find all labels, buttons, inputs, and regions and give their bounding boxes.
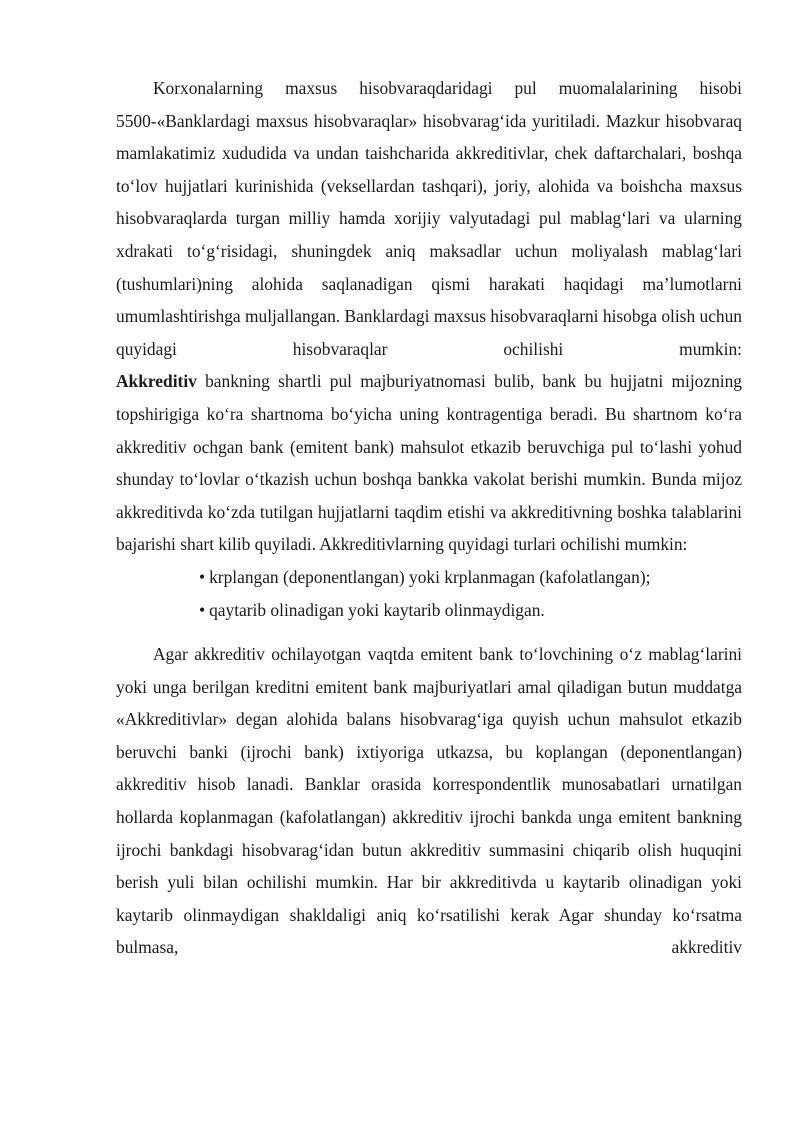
paragraph-letter-of-credit-text: bankning shartli pul majburiyatnomasi bulib, bank bu hujjatni mijozning topshirigiga ko‘ra shartnoma bo‘yicha uning kontragentiga beradi. Bu shartnom ko‘ra akkreditiv ochgan bank (emitent bank) mahsulot etkazib beruvchiga pul to‘lashi yohud shunday to‘lovlar o‘tkazish uchun boshqa bankka vakolat berishi mumkin. Bunda mijoz akkreditivda ko‘zda tutilgan hujjatlarni taqdim etishi va akkreditivning boshka talablarini bajarishi shart kilib quyiladi. Akkreditivlarning quyidagi turlari ochilishi mumkin:	[116, 371, 742, 555]
credit-types-list	[116, 561, 742, 626]
paragraph-special-accounts: Korxonalarning maxsus hisobvaraqdaridagi pul muomalalarining hisobi 5500-«Banklardagi maxsus hisobvaraqlar» hisobvarag‘ida yuritiladi. Mazkur hisobvaraq mamlakatimiz xududida va undan taishcharida akkreditivlar, chek daftarchalari, boshqa to‘lov hujjatlari kurinishida (veksellardan tashqari), joriy, alohida va boishcha maxsus hisobvaraqlarda turgan milliy hamda xorijiy valyutadagi pul mablag‘lari va ularning xdrakati to‘g‘risidagi, shuningdek aniq maksadlar uchun moliyalash mablag‘lari (tushumlari)ning alohida saqlanadigan qismi harakati haqidagi ma’lumotlarni umumlashtirishga muljallangan. Banklardagi maxsus hisobvaraqlarni hisobga olish uchun quyidagi hisobvaraqlar ochilishi mumkin:	[116, 78, 742, 359]
paragraph-covered-credit: Agar akkreditiv ochilayotgan vaqtda emitent bank to‘lovchining o‘z mablag‘larini yoki unga berilgan kreditni emitent bank majburiyatlari amal qiladigan butun muddatga «Akkreditivlar» degan alohida balans hisobvarag‘iga quyish uchun mahsulot etkazib beruvchi banki (ijrochi bank) ixtiyoriga utkazsa, bu koplangan (deponentlangan) akkreditiv hisob lanadi. Banklar orasida korrespondentlik munosabatlari urnatilgan hollarda koplanmagan (kafolatlangan) akkreditiv ijrochi bankda unga emitent bankning ijrochi bankdagi hisobvarag‘idan butun akkreditiv summasini chiqarib olish huquqini berish yuli bilan ochilishi mumkin. Har bir akkreditivda u kaytarib olinadigan yoki kaytarib olinmaydigan shakldaligi aniq ko‘rsatilishi kerak Agar shunday ko‘rsatma bulmasa, akkreditiv	[116, 644, 742, 958]
term-akkreditiv: Akkreditiv	[116, 371, 197, 392]
list-item-text: krplangan (deponentlangan) yoki krplanmagan (kafolatlangan);	[209, 566, 651, 587]
spacer	[116, 626, 742, 638]
bullet-icon: •	[199, 566, 206, 587]
list-item-text: qaytarib olinadigan yoki kaytarib olinmaydigan.	[209, 599, 545, 620]
document-page	[116, 72, 742, 964]
paragraph-letter-of-credit	[116, 365, 742, 561]
list-item	[199, 594, 742, 627]
list-item	[199, 561, 742, 594]
bullet-icon: •	[199, 599, 206, 620]
